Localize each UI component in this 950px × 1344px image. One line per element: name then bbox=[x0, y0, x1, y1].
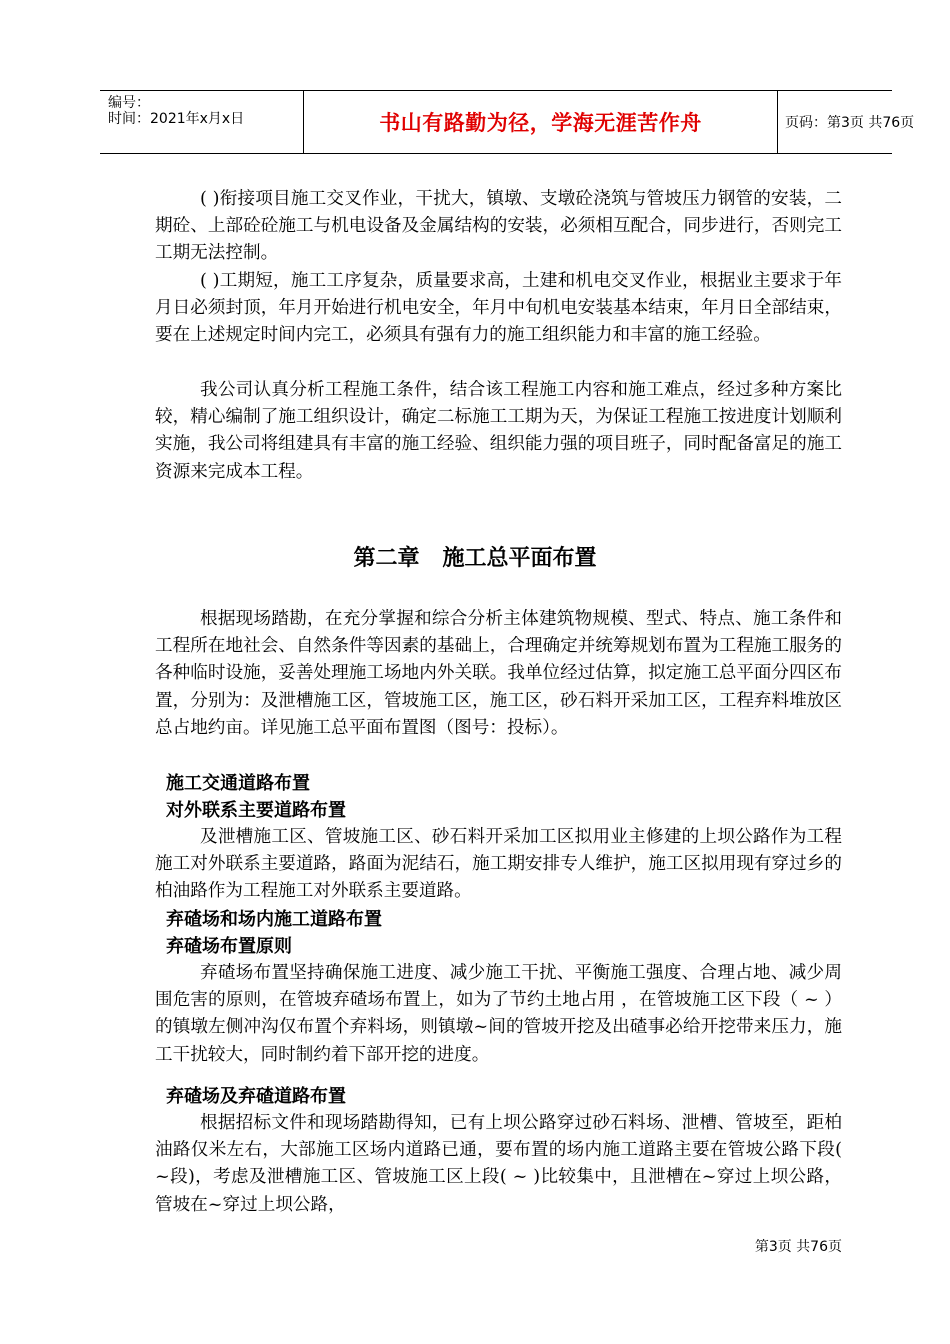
paragraph-external-roads: 及泄槽施工区、管坡施工区、砂石料开采加工区拟用业主修建的上坝公路作为工程施工对外联系主要道路，路面为泥结石，施工期安排专人维护，施工区拟用现有穿过乡的柏油路作为工程施工对外联系主要道路。 bbox=[155, 827, 842, 902]
page-header bbox=[100, 90, 915, 154]
paragraph-cross-work: ( )衔接项目施工交叉作业，干扰大，镇墩、支墩砼浇筑与管坡压力钢管的安装，二期砼、上部砼砼施工与机电设备及金属结构的安装，必须相互配合，同步进行，否则完工工期无法控制。 bbox=[155, 189, 842, 264]
paragraph-spoil-roads: 根据招标文件和现场踏勘得知，已有上坝公路穿过砂石料场、泄槽、管坡至，距柏油路仅米左右，大部施工区场内道路已通，要布置的场内施工道路主要在管坡公路下段( ~段)，考虑及泄槽施工区、管坡施工区上段( ~ )比较集中，且泄槽在~穿过上坝公路，管坡在~穿过上坝公路， bbox=[155, 1113, 842, 1215]
heading-spoil-site-principle: 弃碴场布置原则 bbox=[166, 936, 292, 957]
paragraph-site-layout: 根据现场踏勘，在充分掌握和综合分析主体建筑物规模、型式、特点、施工条件和工程所在地社会、自然条件等因素的基础上，合理确定并统筹规划布置为工程施工服务的各种临时设施，妥善处理施工场地内外关联。我单位经过估算，拟定施工总平面分四区布置，分别为：及泄槽施工区，管坡施工区，施工区，砂石料开采加工区，工程弃料堆放区总占地约亩。详见施工总平面布置图（图号：投标）。 bbox=[155, 609, 842, 738]
paragraph-schedule: ( )工期短，施工工序复杂，质量要求高，土建和机电交叉作业，根据业主要求于年月日必须封顶，年月开始进行机电安全，年月中旬机电安装基本结束，年月日全部结束，要在上述规定时间内完工，必须具有强有力的施工组织能力和丰富的施工经验。 bbox=[155, 271, 842, 346]
header-motto-cell bbox=[303, 91, 778, 153]
chapter-title: 第二章 施工总平面布置 bbox=[353, 546, 597, 571]
header-page-info: 页码：第3页 共76页 bbox=[785, 115, 915, 131]
heading-spoil-site-roads: 弃碴场和场内施工道路布置 bbox=[166, 909, 382, 930]
document-time-label: 时间：2021年x月x日 bbox=[108, 111, 245, 127]
heading-external-roads: 对外联系主要道路布置 bbox=[166, 800, 346, 821]
paragraph-spoil-principle: 弃碴场布置坚持确保施工进度、减少施工干扰、平衡施工强度、合理占地、减少周围危害的原则，在管坡弃碴场布置上，如为了节约土地占用 ，在管坡施工区下段（ ~ ）的镇墩左侧冲沟仅布置个弃料场，则镇墩~间的管坡开挖及出碴事必给开挖带来压力，施工干扰较大，同时制约着下部开挖的进度。 bbox=[155, 963, 842, 1065]
heading-traffic-roads: 施工交通道路布置 bbox=[166, 773, 310, 794]
header-meta-cell bbox=[100, 91, 303, 153]
paragraph-company-plan: 我公司认真分析工程施工条件，结合该工程施工内容和施工难点，经过多种方案比较，精心编制了施工组织设计，确定二标施工工期为天，为保证工程施工按进度计划顺利实施，我公司将组建具有丰富的施工经验、组织能力强的项目班子，同时配备富足的施工资源来完成本工程。 bbox=[155, 380, 842, 482]
document-number-label: 编号： bbox=[108, 95, 150, 111]
header-page-cell bbox=[777, 91, 915, 153]
page-footer: 第3页 共76页 bbox=[754, 1239, 842, 1255]
heading-spoil-roads: 弃碴场及弃碴道路布置 bbox=[166, 1086, 346, 1107]
header-motto: 书山有路勤为径，学海无涯苦作舟 bbox=[379, 111, 702, 135]
